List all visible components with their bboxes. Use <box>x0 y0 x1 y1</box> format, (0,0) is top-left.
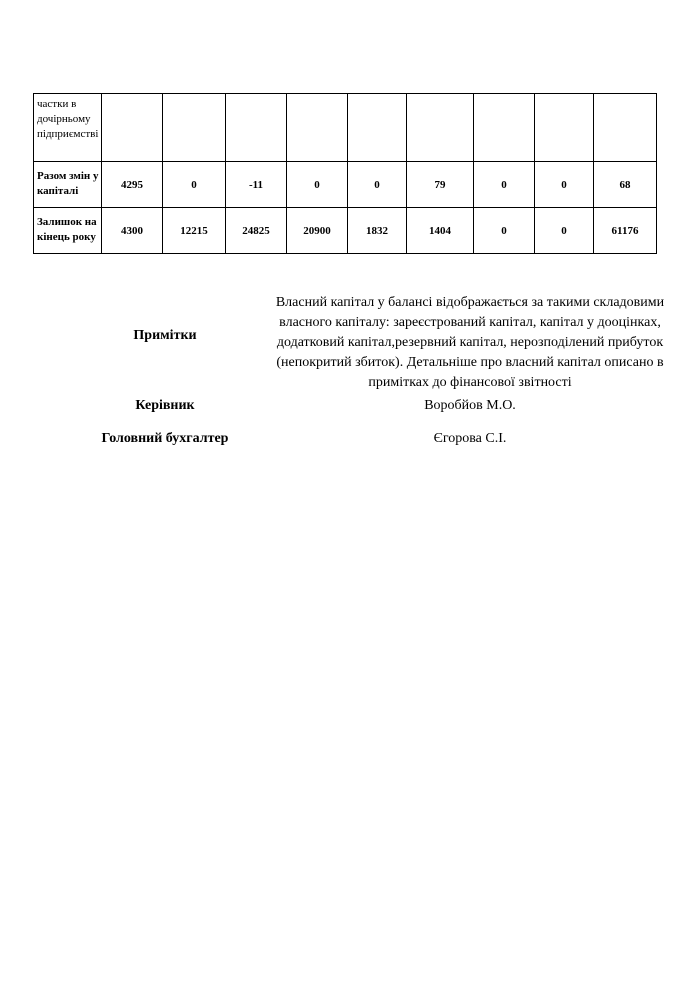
cell-value: 0 <box>535 162 594 208</box>
accountant-name: Єгорова С.І. <box>433 431 507 446</box>
director-name: Воробйов М.О. <box>424 398 516 413</box>
cell-value: 0 <box>163 162 226 208</box>
table-row <box>34 162 657 208</box>
notes-label: Примітки <box>133 328 197 343</box>
cell-value: 4300 <box>102 208 163 254</box>
cell-value: 24825 <box>226 208 287 254</box>
row-label: Залишок на кінець року <box>34 208 102 254</box>
cell-value <box>474 94 535 162</box>
table-row <box>34 208 657 254</box>
cell-value <box>226 94 287 162</box>
cell-value: 4295 <box>102 162 163 208</box>
cell-value <box>287 94 348 162</box>
cell-value: 79 <box>407 162 474 208</box>
cell-value: 20900 <box>287 208 348 254</box>
cell-value <box>594 94 657 162</box>
cell-value: 61176 <box>594 208 657 254</box>
cell-value <box>535 94 594 162</box>
cell-value: 0 <box>535 208 594 254</box>
cell-value: 68 <box>594 162 657 208</box>
director-label: Керівник <box>135 398 195 413</box>
cell-value <box>407 94 474 162</box>
cell-value <box>348 94 407 162</box>
cell-value <box>102 94 163 162</box>
cell-value: 0 <box>287 162 348 208</box>
cell-value: 0 <box>348 162 407 208</box>
notes-text: Власний капітал у балансі відображається за такими складовими власного капіталу: зареєстрований капітал, капітал у дооцінках, додатковий капітал,резервний капітал, нерозподілений прибуток (непокритий збиток). Детальніше про власний капітал описано в примітках до фінансової звітності <box>275 295 665 390</box>
cell-value: 0 <box>474 208 535 254</box>
cell-value: 1832 <box>348 208 407 254</box>
table-row <box>34 94 657 162</box>
accountant-label: Головний бухгалтер <box>101 431 229 446</box>
cell-value <box>163 94 226 162</box>
row-label: частки в дочірньому підприємстві <box>34 94 102 162</box>
cell-value: 12215 <box>163 208 226 254</box>
cell-value: -11 <box>226 162 287 208</box>
row-label: Разом змін у капіталі <box>34 162 102 208</box>
equity-changes-table <box>33 93 657 254</box>
cell-value: 0 <box>474 162 535 208</box>
cell-value: 1404 <box>407 208 474 254</box>
